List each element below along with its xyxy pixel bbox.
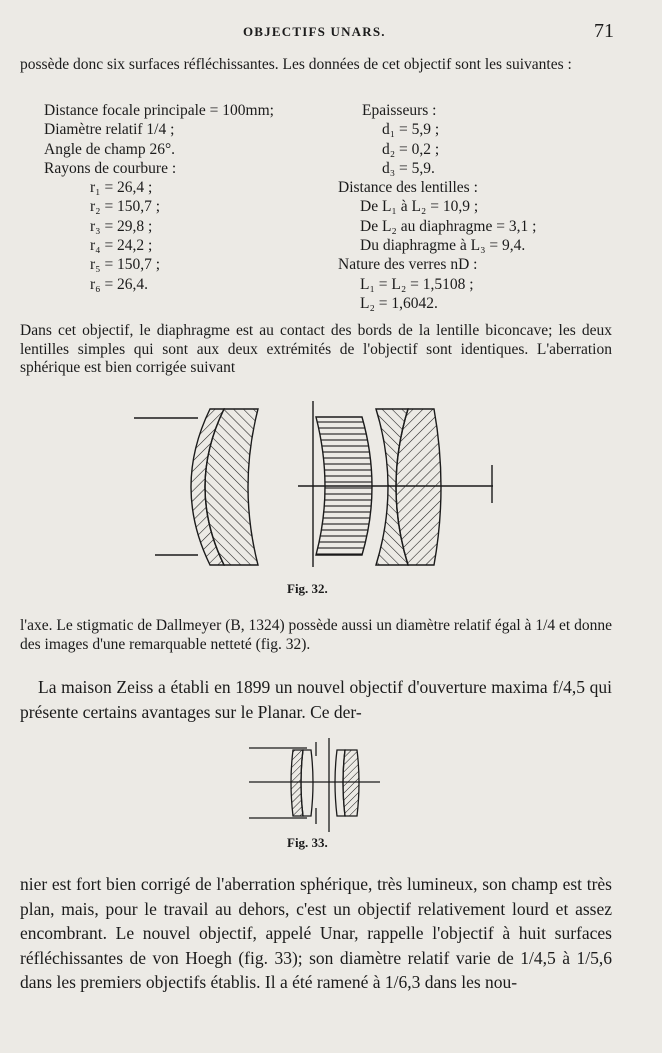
glass-l1-l2: L₁ = L₂ = 1,5108 ; — [360, 275, 474, 293]
lens-3-rear-element — [396, 409, 441, 565]
page-header — [0, 22, 662, 42]
radii-heading: Rayons de courbure : — [44, 159, 177, 177]
radius-r3: r₃ = 29,8 ; — [90, 217, 153, 235]
thickness-d2: d₂ = 0,2 ; — [382, 140, 440, 158]
radius-r6: r₆ = 26,4. — [90, 275, 149, 293]
paragraph-zeiss: La maison Zeiss a établi en 1899 un nouvel objectif d'ouverture maxima f/4,5 qui présente certains avantages sur le Planar. Ce der- — [20, 677, 612, 722]
lens-data-block — [20, 101, 620, 316]
page-number: 71 — [594, 20, 614, 42]
distance-heading: Distance des lentilles : — [338, 179, 478, 197]
distance-diaphragm-l3: Du diaphragme à L₃ = 9,4. — [360, 237, 526, 255]
figure-32-caption: Fig. 32. — [287, 581, 328, 596]
figure-33-diagram — [245, 736, 385, 836]
distance-l1-l2: De L₁ à L₂ = 10,9 ; — [360, 198, 479, 216]
data-left-column — [44, 101, 274, 294]
glass-l2: L₂ = 1,6042. — [360, 294, 438, 312]
data-right-column — [338, 101, 536, 313]
paragraph-unar: nier est fort bien corrigé de l'aberration sphérique, très lumineux, son champ est très plan, mais, pour le travail au dehors, c'est un objectif relativement lourd et assez encombrant. Le nouvel objectif, appelé Unar, rappelle l'objectif à huit surfaces réfléchissantes de von Hoegh (fig. 33); son diamètre relatif varie de 1/4,5 à 1/5,6 dans les premiers objectifs établis. Il a été ramené à 1/6,3 dans les nou- — [20, 874, 612, 992]
field-angle: Angle de champ 26°. — [44, 140, 176, 158]
intro-paragraph: possède donc six surfaces réfléchissantes. Les données de cet objectif sont les suivantes : — [20, 56, 572, 73]
figure-33-caption: Fig. 33. — [287, 835, 328, 850]
radius-r2: r₂ = 150,7 ; — [90, 198, 161, 216]
glass-heading: Nature des verres nD : — [338, 256, 478, 274]
thickness-d3: d₃ = 5,9. — [382, 159, 435, 177]
fig33-lens-d — [343, 750, 359, 816]
paragraph-stigmatic: l'axe. Le stigmatic de Dallmeyer (B, 1324) possède aussi un diamètre relatif égal à 1/4 et donne des images d'une remarquable netteté (fig. 32). — [20, 617, 612, 653]
paragraph-diaphragm: Dans cet objectif, le diaphragme est au contact des bords de la lentille biconcave; les deux lentilles simples qui sont aux deux extrémités de l'objectif sont identiques. L'aberration sphérique est bien corrigée suivant — [20, 322, 612, 376]
focal-length: Distance focale principale = 100mm; — [44, 102, 274, 119]
radius-r1: r₁ = 26,4 ; — [90, 179, 153, 197]
thickness-heading: Epaisseurs : — [362, 102, 437, 119]
relative-diameter: Diamètre relatif 1/4 ; — [44, 121, 175, 139]
figure-32-diagram — [120, 395, 510, 575]
radius-r5: r₅ = 150,7 ; — [90, 256, 161, 274]
running-title: OBJECTIFS UNARS. — [243, 24, 386, 39]
lens-2-biconcave — [316, 417, 372, 555]
radius-r4: r₄ = 24,2 ; — [90, 237, 153, 255]
thickness-d1: d₁ = 5,9 ; — [382, 121, 440, 139]
distance-l2-diaphragm: De L₂ au diaphragme = 3,1 ; — [360, 217, 537, 235]
fig33-lens-b — [301, 750, 313, 816]
